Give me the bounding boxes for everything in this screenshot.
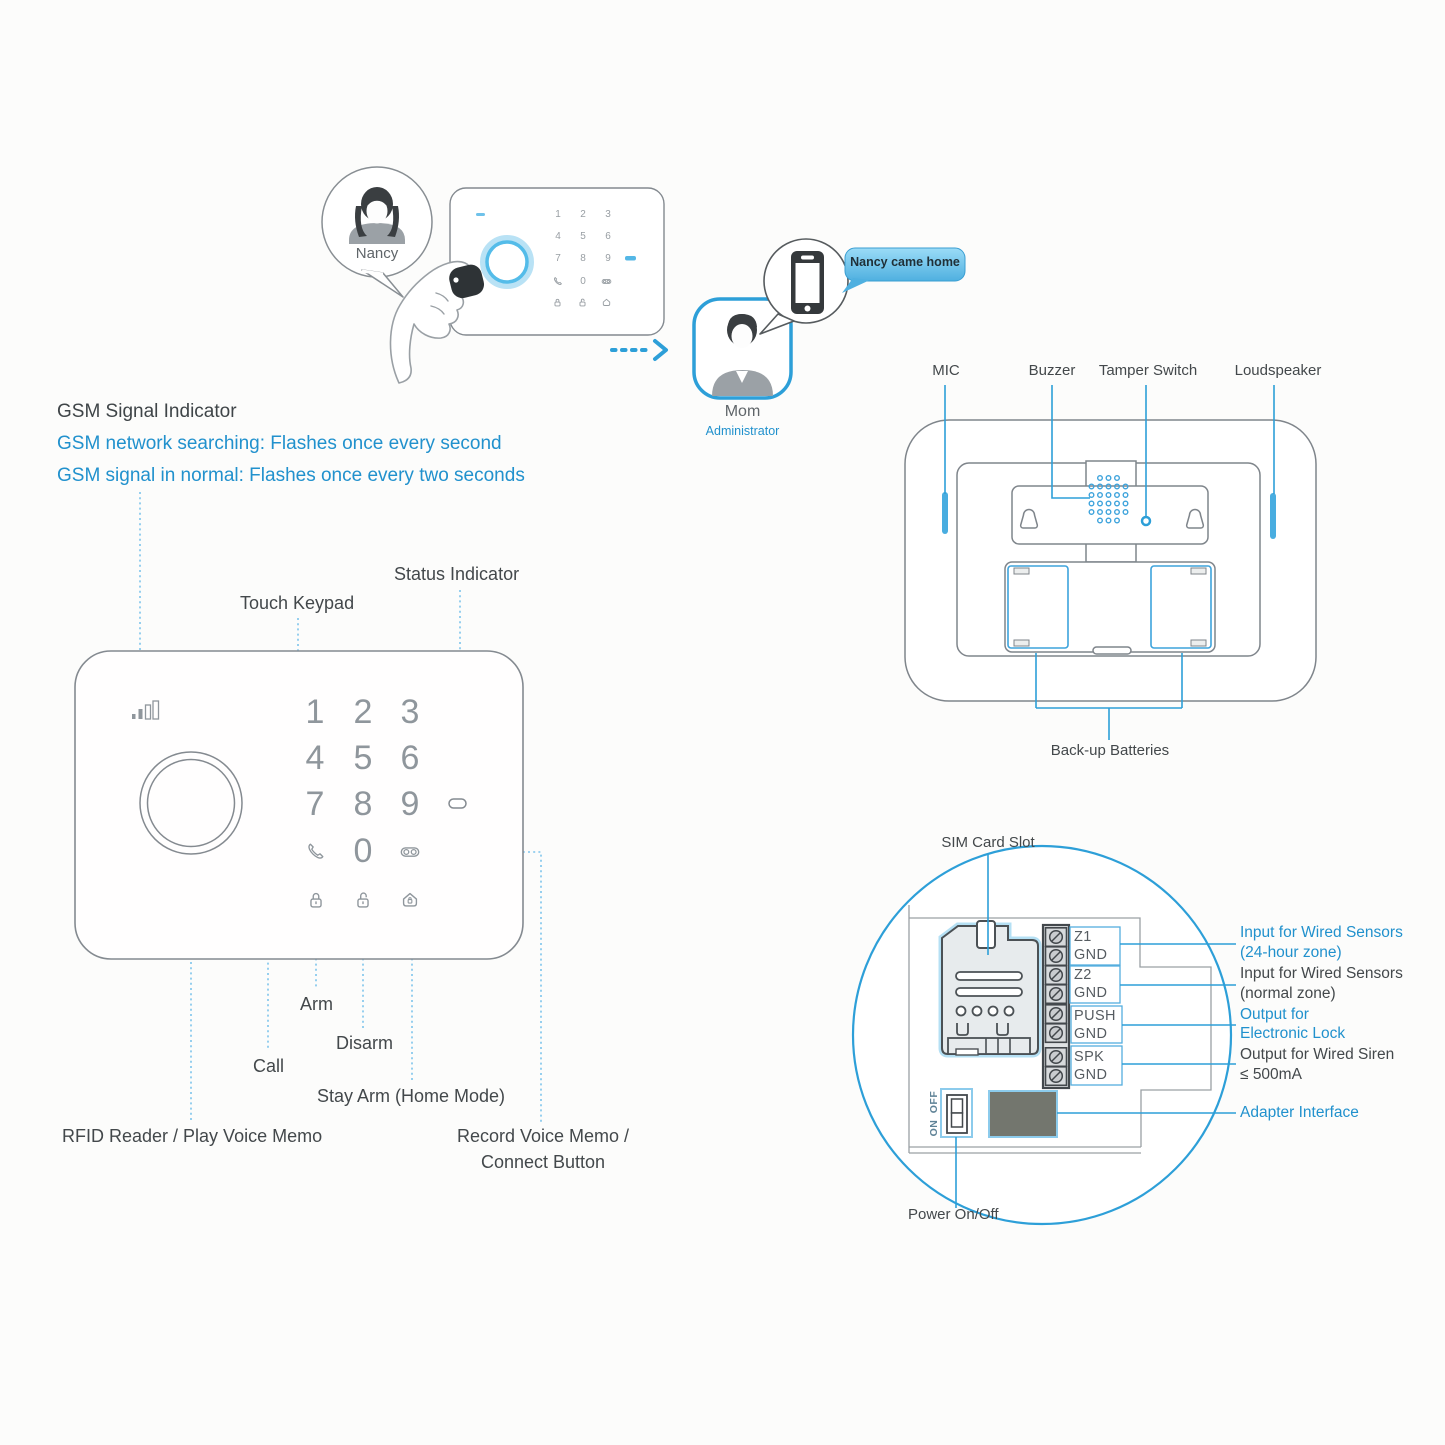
mini-arm-icon — [552, 297, 563, 308]
terminal-spk: SPK — [1074, 1049, 1105, 1065]
key-6: 6 — [400, 739, 420, 777]
voicemail-key-icon — [399, 841, 421, 863]
sim-card-slot-label: SIM Card Slot — [941, 834, 1035, 851]
adapter-interface-label: Adapter Interface — [1240, 1104, 1359, 1121]
switch-off-label: OFF — [927, 1090, 940, 1114]
terminal-push: PUSH — [1074, 1008, 1116, 1024]
wired-normal-line1: Input for Wired Sensors — [1240, 965, 1403, 982]
nancy-label: Nancy — [355, 245, 399, 262]
buzzer-label: Buzzer — [1028, 362, 1076, 379]
key-3: 3 — [400, 693, 420, 731]
loudspeaker-label: Loudspeaker — [1234, 362, 1322, 379]
key-5: 5 — [353, 739, 373, 777]
key-4: 4 — [305, 739, 325, 777]
terminal-gnd-4: GND — [1074, 1067, 1108, 1083]
battery-right — [1151, 566, 1211, 648]
mom-role-label: Administrator — [705, 424, 780, 438]
terminal-z1: Z1 — [1074, 929, 1092, 945]
mom-label: Mom — [724, 403, 761, 420]
terminal-strip — [1043, 925, 1069, 1088]
status-led — [449, 799, 466, 808]
mini-key-8: 8 — [580, 253, 586, 264]
siren-output-line2: ≤ 500mA — [1240, 1066, 1302, 1083]
battery-left — [1008, 566, 1068, 648]
smartphone-icon — [791, 251, 824, 314]
terminal-gnd-2: GND — [1074, 985, 1108, 1001]
tamper-switch-dot — [1142, 517, 1150, 525]
phone-speech-bubble — [760, 239, 848, 334]
mic-label: MIC — [932, 362, 960, 379]
mini-key-5: 5 — [580, 231, 586, 242]
wired-24h-line2: (24-hour zone) — [1240, 944, 1342, 961]
mounting-plate — [1012, 486, 1208, 544]
mini-key-3: 3 — [605, 209, 611, 220]
gsm-indicator-title: GSM Signal Indicator — [57, 401, 237, 422]
terminal-gnd-1: GND — [1074, 947, 1108, 963]
touch-keypad-label: Touch Keypad — [240, 593, 355, 613]
mini-key-0: 0 — [580, 276, 586, 287]
backup-batteries-label: Back-up Batteries — [1050, 742, 1170, 759]
sim-card-slot — [942, 921, 1038, 1055]
key-8: 8 — [353, 785, 373, 823]
call-key-icon — [304, 841, 326, 863]
status-indicator-label: Status Indicator — [394, 564, 520, 584]
arm-label: Arm — [300, 994, 333, 1014]
mini-key-7: 7 — [555, 253, 561, 264]
nancy-speech-bubble — [322, 167, 432, 297]
mini-disarm-icon — [577, 297, 588, 308]
key-7: 7 — [305, 785, 325, 823]
mini-key-2: 2 — [580, 209, 586, 220]
terminal-gnd-3: GND — [1074, 1026, 1108, 1042]
power-onoff-label: Power On/Off — [908, 1206, 999, 1223]
key-9: 9 — [400, 785, 420, 823]
gsm-searching-note: GSM network searching: Flashes once every second — [57, 433, 502, 454]
mini-key-9: 9 — [605, 253, 611, 264]
tamper-switch-label: Tamper Switch — [1098, 362, 1198, 379]
lock-output-line1: Output for — [1240, 1006, 1309, 1023]
mini-key-6: 6 — [605, 231, 611, 242]
mini-status-led — [625, 256, 636, 261]
siren-output-line1: Output for Wired Siren — [1240, 1046, 1395, 1063]
stay-arm-home-icon — [399, 889, 421, 911]
wired-normal-line2: (normal zone) — [1240, 985, 1336, 1002]
back-panel — [905, 420, 1316, 701]
mom-avatar — [694, 299, 791, 398]
key-2: 2 — [353, 693, 373, 731]
key-0: 0 — [353, 832, 373, 870]
call-label: Call — [253, 1056, 285, 1076]
disarm-unlock-icon — [352, 889, 374, 911]
arm-lock-icon — [305, 889, 327, 911]
mini-stay-arm-icon — [601, 297, 612, 308]
mini-key-1: 1 — [555, 209, 561, 220]
mini-signal-icon — [476, 213, 485, 216]
gsm-normal-note: GSM signal in normal: Flashes once every two seconds — [57, 465, 525, 486]
record-memo-label: Record Voice Memo / — [456, 1126, 630, 1146]
loudspeaker-bar — [1270, 493, 1276, 539]
disarm-label: Disarm — [336, 1033, 393, 1053]
wired-24h-line1: Input for Wired Sensors — [1240, 924, 1403, 941]
mini-voicemail-icon — [601, 276, 612, 287]
mini-key-4: 4 — [555, 231, 561, 242]
sms-message-text: Nancy came home — [850, 255, 960, 269]
rfid-reader-label: RFID Reader / Play Voice Memo — [62, 1126, 323, 1146]
terminal-zoom-circle — [853, 846, 1236, 1224]
arrow-icon — [612, 341, 666, 359]
switch-on-label: ON — [927, 1119, 940, 1137]
key-1: 1 — [305, 693, 325, 731]
terminal-z2: Z2 — [1074, 967, 1092, 983]
adapter-interface-port — [989, 1091, 1057, 1137]
connect-button-label: Connect Button — [480, 1152, 606, 1172]
lock-output-line2: Electronic Lock — [1240, 1025, 1346, 1042]
power-switch — [928, 1089, 972, 1137]
mini-call-icon — [552, 276, 563, 287]
stay-arm-label: Stay Arm (Home Mode) — [317, 1086, 506, 1106]
mic-bar — [942, 492, 948, 534]
